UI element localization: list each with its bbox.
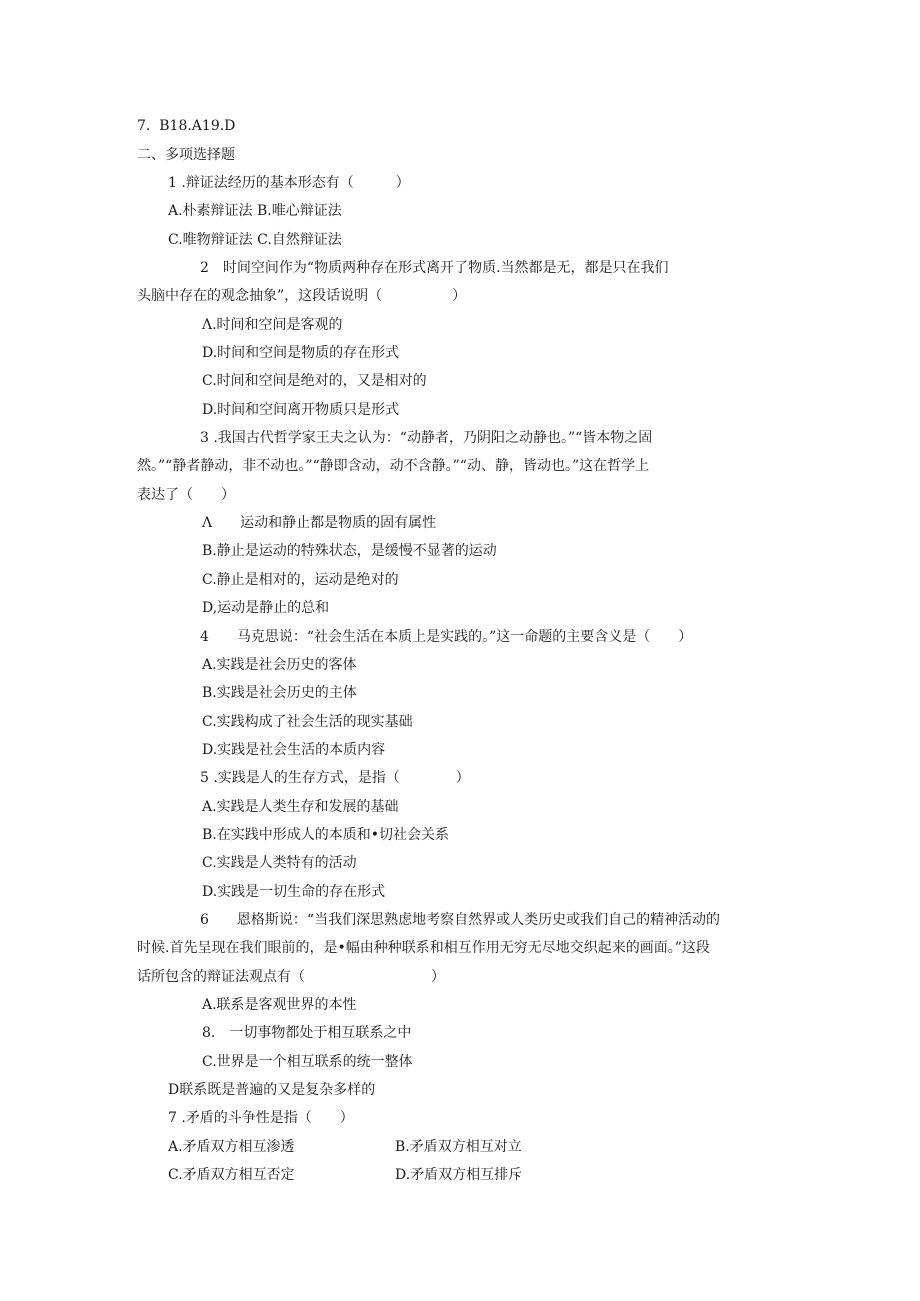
question-7-option: D.矛盾双方相互排斥 — [395, 1167, 523, 1183]
question-6-stem: 6 恩格斯说：“当我们深思熟虑地考察自然界或人类历史或我们自己的精神活动的 — [200, 912, 721, 928]
question-2-stem-cont: 头脑中存在的观念抽象”，这段话说明（ ） — [137, 288, 467, 304]
question-6-option: 8. 一切事物都处于相互联系之中 — [202, 1025, 412, 1041]
question-5-stem: 5 .实践是人的生存方式，是指（ ） — [200, 770, 470, 786]
question-1-stem: 1 .辩证法经历的基本形态有（ ） — [168, 175, 410, 191]
question-6-option: C.世界是一个相互联系的统一整体 — [202, 1054, 413, 1070]
answer-line: 7. B18.A19.D — [137, 118, 236, 134]
question-6-option: D联系既是普遍的又是复杂多样的 — [168, 1082, 376, 1098]
section-title: 二、多项选择题 — [137, 147, 235, 163]
question-4-option: B.实践是社会历史的主体 — [202, 685, 357, 701]
question-3-option: Λ 运动和静止都是物质的固有属性 — [202, 515, 437, 531]
question-3-option: C.静止是相对的，运动是绝对的 — [202, 572, 399, 588]
question-3-option: B.静止是运动的特殊状态，是缓慢不显著的运动 — [202, 543, 497, 559]
question-2-option: D.时间和空间是物质的存在形式 — [202, 345, 400, 361]
question-6-stem-cont: 话所包含的辩证法观点有（ ） — [137, 969, 445, 985]
question-2-stem: 2 时间空间作为“物质两种存在形式离开了物质.当然都是无，都是只在我们 — [200, 260, 669, 276]
question-7-stem: 7 .矛盾的斗争性是指（ ） — [168, 1110, 354, 1126]
question-5-option: B.在实践中形成人的本质和•切社会关系 — [202, 827, 449, 843]
question-3-stem: 3 .我国古代哲学家王夫之认为：“动静者，乃阴阳之动静也。”“皆本物之固 — [200, 430, 653, 446]
question-5-option: C.实践是人类特有的活动 — [202, 855, 357, 871]
question-6-stem-cont: 时候.首先呈现在我们眼前的，是•幅由种种联系和相互作用无穷无尽地交织起来的画面。”这段 — [137, 940, 710, 956]
question-3-option: D,运动是静止的总和 — [202, 600, 330, 616]
question-4-option: A.实践是社会历史的客体 — [202, 657, 357, 673]
question-3-stem-cont: 然。”“静者静动，非不动也。”“静即含动，动不含静。”“动、静，皆动也。”这在哲学上 — [137, 458, 650, 474]
question-1-option: C.唯物辩证法 C.自然辩证法 — [168, 232, 342, 248]
question-6-option: A.联系是客观世界的本性 — [202, 997, 357, 1013]
question-5-option: D.实践是一切生命的存在形式 — [202, 884, 386, 900]
question-2-option: D.时间和空间离开物质只是形式 — [202, 402, 400, 418]
question-2-option: C.时间和空间是绝对的，又是相对的 — [202, 373, 427, 389]
question-7-option: B.矛盾双方相互对立 — [395, 1139, 522, 1155]
question-4-option: C.实践构成了社会生活的现实基础 — [202, 714, 413, 730]
question-4-option: D.实践是社会生活的本质内容 — [202, 742, 386, 758]
question-7-option: C.矛盾双方相互否定 — [168, 1167, 295, 1183]
question-1-option: A.朴素辩证法 B.唯心辩证法 — [168, 203, 342, 219]
question-7-option: A.矛盾双方相互渗透 — [168, 1139, 295, 1155]
question-2-option: Λ.时间和空间是客观的 — [202, 317, 343, 333]
question-5-option: A.实践是人类生存和发展的基础 — [202, 799, 399, 815]
question-3-stem-cont: 表达了（ ） — [137, 487, 235, 503]
question-4-stem: 4 马克思说：“社会生活在本质上是实践的。”这一命题的主要含义是（ ） — [200, 629, 693, 645]
